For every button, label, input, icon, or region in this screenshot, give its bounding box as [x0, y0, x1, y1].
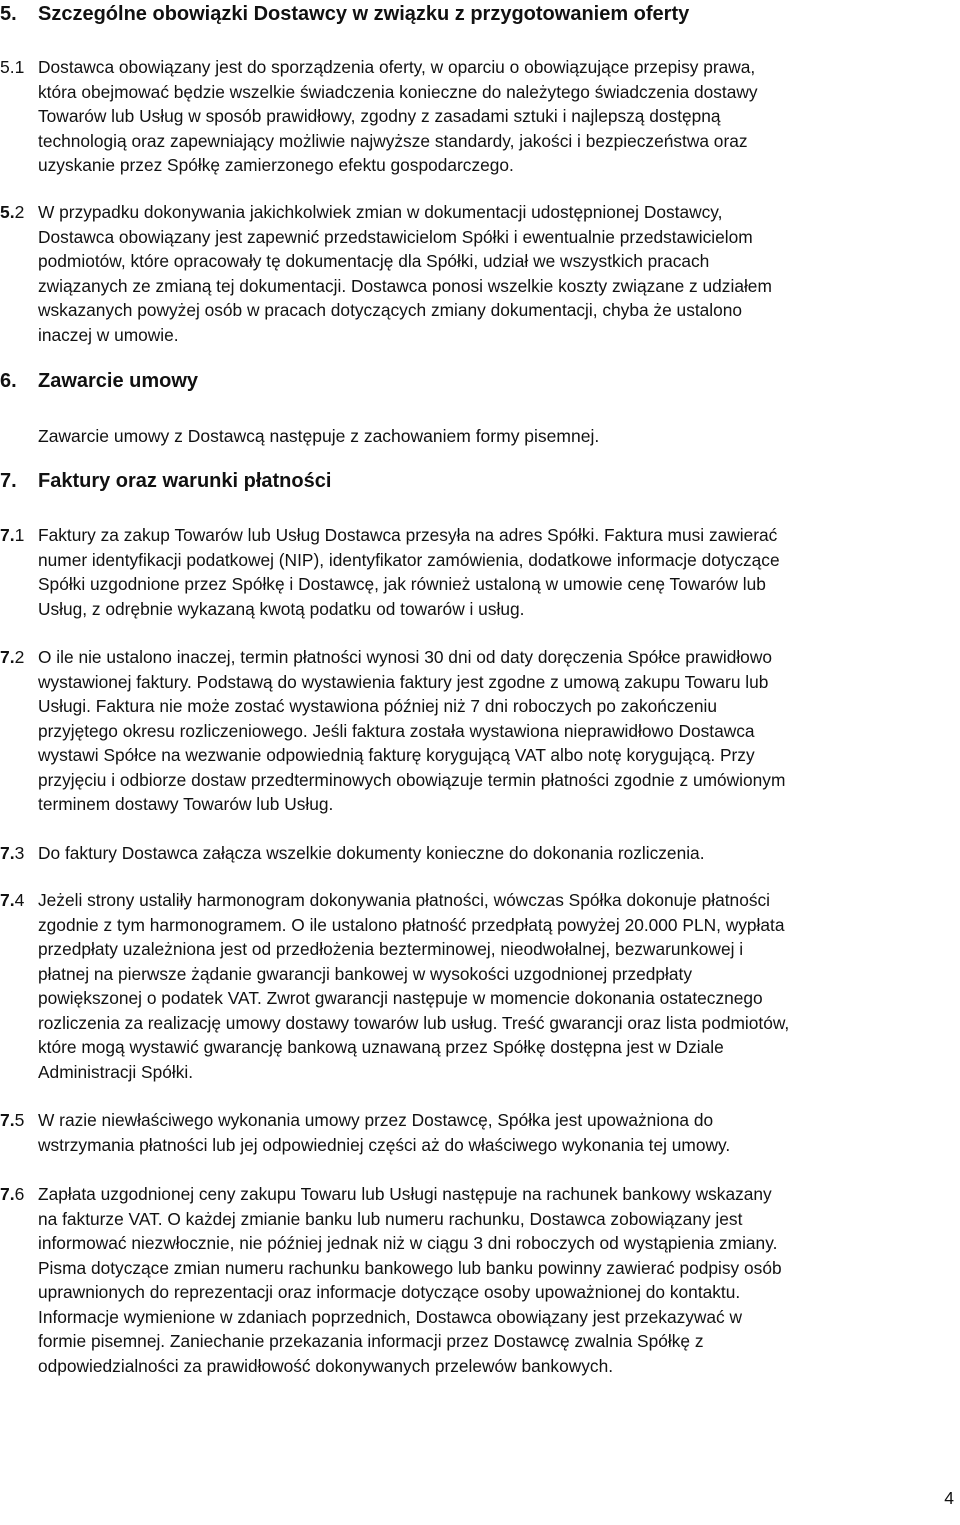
- text-line: Administracji Spółki.: [38, 1061, 194, 1082]
- text-line: Dostawca obowiązany jest zapewnić przedstawicielom Spółki i ewentualnie przedstawicielom: [38, 226, 753, 247]
- text-line: podmiotów, które opracowały tę dokumentację dla Spółki, udział we wszystkich pracach: [38, 251, 710, 271]
- text-line: formie pisemnej. Zaniechanie przekazania informacji przez Dostawcę zwalnia Spółkę z: [38, 1331, 704, 1351]
- section-6-text: Zawarcie umowy z Dostawcą następuje z zachowaniem formy pisemnej.: [38, 426, 600, 446]
- paragraph-text: [38, 841, 960, 866]
- paragraph-number: [0, 55, 24, 79]
- paragraph-number: [0, 645, 24, 669]
- paragraph-text: [38, 645, 960, 817]
- text-line: terminem dostawy Towarów lub Usług.: [38, 794, 334, 814]
- text-line: które mogą wystawić gwarancję bankową uznawaną przez Spółkę dostępna jest w Dziale: [38, 1037, 724, 1057]
- paragraph-number-major: 7.: [0, 890, 15, 910]
- paragraph-number-minor: 5: [14, 1110, 25, 1130]
- paragraph-number-minor: 2: [14, 647, 25, 667]
- text-line: wskazanych powyżej osób w pracach dotyczących zmiany dokumentacji, chyba że ustalono: [38, 300, 743, 320]
- section-6-number: 6.: [0, 370, 17, 392]
- text-line: W przypadku dokonywania jakichkolwiek zmian w dokumentacji udostępnionej Dostawcy,: [38, 202, 723, 222]
- text-line: na fakturze VAT. O każdej zmianie banku lub numeru rachunku, Dostawca zobowiązany jest: [38, 1208, 743, 1229]
- page-number: 4: [944, 1488, 954, 1508]
- text-line: Usługi. Faktura nie może zostać wystawiona później niż 7 dni roboczych po zakończeniu: [38, 696, 718, 716]
- paragraph-number-minor: 1: [14, 525, 25, 545]
- paragraph-text: [38, 523, 960, 621]
- text-line: uzyskanie przez Spółkę zamierzonego efektu gospodarczego.: [38, 155, 514, 175]
- text-line: Spółki uzgodnione przez Spółkę i Dostawcę, jak również ustaloną w umowie cenę Towarów lub: [38, 574, 766, 594]
- paragraph-number-minor: .1: [9, 57, 25, 77]
- text-line: odpowiedzialności za prawidłowość dokonywanych przelewów bankowych.: [38, 1355, 614, 1376]
- paragraph-number: [0, 1182, 24, 1206]
- text-line: Zapłata uzgodnionej ceny zakupu Towaru lub Usługi następuje na rachunek bankowy wskazany: [38, 1184, 772, 1204]
- text-line: wystawi Spółce na wezwanie odpowiednią fakturę korygującą VAT albo notę korygującą. Przy: [38, 745, 755, 765]
- paragraph-text: [38, 1108, 960, 1157]
- text-line: która obejmować będzie wszelkie świadczenia konieczne do należytego świadczenia dostawy: [38, 81, 758, 102]
- paragraph-text: [38, 888, 960, 1084]
- text-line: płatnej na pierwsze żądanie gwarancji bankowej w wysokości uzgodnionej przedpłaty: [38, 963, 693, 984]
- paragraph-number-major: 5.: [0, 202, 15, 222]
- text-line: informować niezwłocznie, nie później jednak niż w ciągu 3 dni roboczych od wystąpienia zmiany.: [38, 1233, 778, 1253]
- text-line: Jeżeli strony ustaliły harmonogram dokonywania płatności, wówczas Spółka dokonuje płatności: [38, 890, 771, 910]
- text-line: Do faktury Dostawca załącza wszelkie dokumenty konieczne do dokonania rozliczenia.: [38, 843, 705, 863]
- text-line: Faktury za zakup Towarów lub Usług Dostawca przesyła na adres Spółki. Faktura musi zawierać: [38, 525, 778, 545]
- section-7-title: Faktury oraz warunki płatności: [38, 470, 332, 492]
- text-line: inaczej w umowie.: [38, 324, 179, 345]
- section-5-title: Szczególne obowiązki Dostawcy w związku z przygotowaniem oferty: [38, 3, 690, 25]
- paragraph-number-minor: 2: [14, 202, 25, 222]
- text-line: wystawionej faktury. Podstawą do wystawienia faktury jest zgodne z umową zakupu Towaru lub: [38, 671, 769, 692]
- text-line: przyjętego okresu rozliczeniowego. Jeśli faktura została wystawiona nieprawidłowo Dostawca: [38, 720, 755, 741]
- paragraph-number: [0, 523, 24, 547]
- paragraph-number-minor: 6: [14, 1184, 25, 1204]
- text-line: technologią oraz zapewniający możliwie najwyższe standardy, jakości i bezpieczeństwa oraz: [38, 130, 748, 151]
- text-line: numer identyfikacji podatkowej (NIP), identyfikator zamówienia, dodatkowe informacje dotyczące: [38, 549, 780, 570]
- paragraph-number: [0, 841, 24, 865]
- text-line: Usług, z odrębnie wykazaną kwotą podatku od towarów i usług.: [38, 598, 525, 619]
- text-line: Informacje wymienione w zdaniach poprzednich, Dostawca obowiązany jest przekazywać w: [38, 1306, 743, 1327]
- paragraph-number-major: 7.: [0, 647, 15, 667]
- paragraph-number: [0, 1108, 24, 1132]
- text-line: powiększonej o podatek VAT. Zwrot gwarancji następuje w momencie dokonania ostatecznego: [38, 988, 763, 1008]
- text-line: rozliczenia za realizację umowy dostawy towarów lub usług. Treść gwarancji oraz lista podmiotów,: [38, 1012, 790, 1033]
- text-line: Towarów lub Usług w sposób prawidłowy, zgodny z zasadami sztuki i najlepszą dostępną: [38, 106, 721, 126]
- text-line: uprawnionych do reprezentacji oraz informacje dotyczące osoby upoważnionej do kontaktu.: [38, 1282, 741, 1302]
- section-6-title: Zawarcie umowy: [38, 370, 199, 392]
- text-line: Dostawca obowiązany jest do sporządzenia oferty, w oparciu o obowiązujące przepisy prawa,: [38, 57, 756, 77]
- text-line: zgodnie z tym harmonogramem. O ile ustalono płatność przedpłatą powyżej 20.000 PLN, wypłata: [38, 914, 785, 935]
- text-line: wstrzymania płatności lub jej odpowiedniej części aż do właściwego wykonania tej umowy.: [38, 1134, 731, 1155]
- paragraph-number-major: 7.: [0, 843, 15, 863]
- text-line: przedpłaty uzależniona jest od przedłożenia bezterminowej, nieodwołalnej, bezwarunkowej i: [38, 939, 744, 959]
- text-line: związanych ze zmianą tej dokumentacji. Dostawca ponosi wszelkie koszty związane z udziałem: [38, 275, 772, 296]
- section-5-number: 5.: [0, 3, 17, 25]
- paragraph-number-major: 7.: [0, 525, 15, 545]
- paragraph-number-major: 7.: [0, 1110, 15, 1130]
- text-line: Pisma dotyczące zmian numeru rachunku bankowego lub banku powinny zawierać podpisy osób: [38, 1257, 782, 1278]
- paragraph-number-major: 7.: [0, 1184, 15, 1204]
- paragraph-number: [0, 888, 24, 912]
- paragraph-text: [38, 200, 960, 347]
- paragraph-number: [0, 200, 24, 224]
- section-7-number: 7.: [0, 470, 17, 492]
- paragraph-text: [38, 55, 960, 178]
- text-line: przyjęciu i odbiorze dostaw przedterminowych obowiązuje termin płatności zgodnie z umówionym: [38, 769, 786, 790]
- paragraph-number-minor: 4: [14, 890, 25, 910]
- text-line: W razie niewłaściwego wykonania umowy przez Dostawcę, Spółka jest upoważniona do: [38, 1110, 714, 1130]
- text-line: O ile nie ustalono inaczej, termin płatności wynosi 30 dni od daty doręczenia Spółce prawidłowo: [38, 647, 772, 667]
- paragraph-number-major: 5: [0, 57, 10, 77]
- paragraph-number-minor: 3: [14, 843, 25, 863]
- paragraph-text: [38, 1182, 960, 1378]
